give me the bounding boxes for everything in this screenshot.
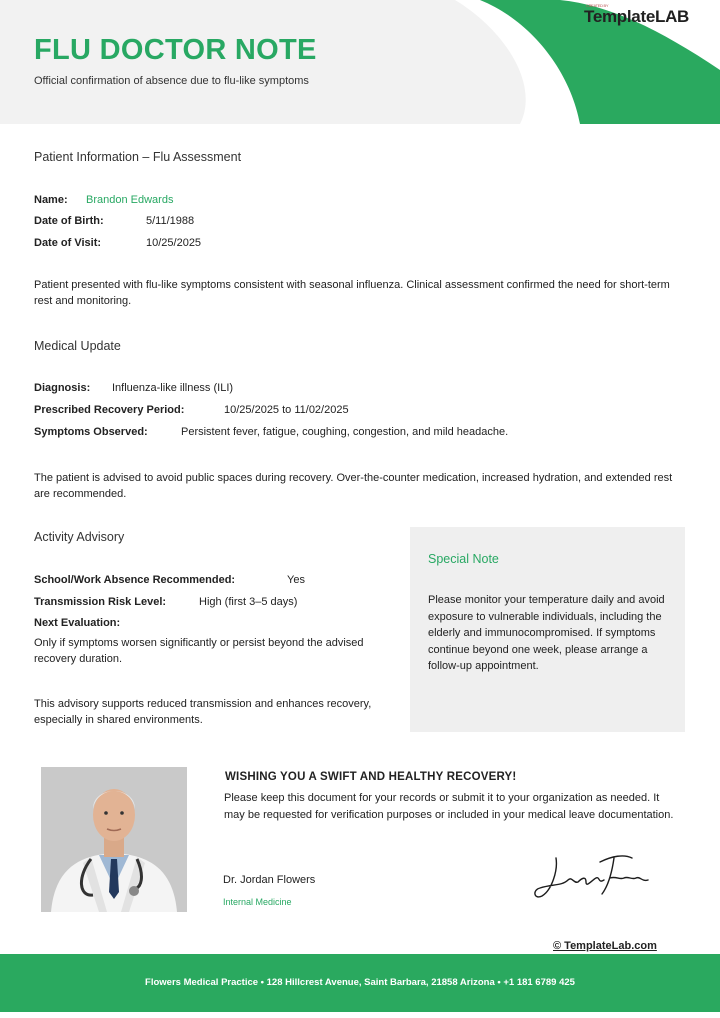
templatelab-logo[interactable] xyxy=(584,3,690,27)
doctor-photo xyxy=(41,767,187,912)
special-note-title: Special Note xyxy=(428,552,499,566)
risk-value: High (first 3–5 days) xyxy=(199,596,298,608)
footer-contact-text: Flowers Medical Practice • 128 Hillcrest Avenue, Saint Barbara, 21858 Arizona • +1 181 6789 425 xyxy=(145,977,575,988)
header xyxy=(0,0,720,124)
medical-update-heading: Medical Update xyxy=(34,339,121,353)
diagnosis-label: Diagnosis: xyxy=(34,382,91,394)
logo-tagline: CREATED BY xyxy=(586,3,609,8)
patient-paragraph: Patient presented with flu-like symptoms consistent with seasonal influenza. Clinical assessment confirmed the need for short-term rest and monitoring. xyxy=(34,279,670,307)
special-note-box xyxy=(410,527,685,732)
absence-value: Yes xyxy=(287,574,305,586)
risk-label: Transmission Risk Level: xyxy=(34,596,167,608)
visit-value: 10/25/2025 xyxy=(146,237,202,249)
next-evaluation-label: Next Evaluation: xyxy=(34,617,121,629)
diagnosis-value: Influenza-like illness (ILI) xyxy=(112,382,234,394)
next-evaluation-value: Only if symptoms worsen significantly or persist beyond the advised recovery duration. xyxy=(34,637,364,665)
dob-label: Date of Birth: xyxy=(34,215,104,227)
activity-advisory-heading: Activity Advisory xyxy=(34,530,125,544)
doctor-portrait-image xyxy=(41,767,187,912)
doctor-specialty: Internal Medicine xyxy=(223,897,292,907)
page-subtitle: Official confirmation of absence due to flu-like symptoms xyxy=(34,75,309,87)
footer xyxy=(0,954,720,1012)
closing-text: Please keep this document for your records or submit it to your organization as needed. It may be requested for verification purposes or included in your medical leave documentation. xyxy=(224,792,674,821)
closing-title: WISHING YOU A SWIFT AND HEALTHY RECOVERY! xyxy=(225,771,517,783)
symptoms-value: Persistent fever, fatigue, coughing, congestion, and mild headache. xyxy=(181,426,509,438)
symptoms-label: Symptoms Observed: xyxy=(34,426,148,438)
special-note-text: Please monitor your temperature daily and avoid exposure to vulnerable individuals, including the elderly and immunocompromised. If symptoms continue beyond one week, please arrange a follow-up appointment. xyxy=(428,594,665,672)
dob-value: 5/11/1988 xyxy=(146,215,195,227)
visit-label: Date of Visit: xyxy=(34,237,102,249)
recovery-period-label: Prescribed Recovery Period: xyxy=(34,404,185,416)
page-title: FLU DOCTOR NOTE xyxy=(34,34,317,66)
doctor-name: Dr. Jordan Flowers xyxy=(223,874,316,886)
name-value: Brandon Edwards xyxy=(86,194,174,206)
logo-text-main: Template xyxy=(584,7,655,26)
logo-text-lab: LAB xyxy=(654,7,690,26)
templatelab-copyright-link[interactable]: © TemplateLab.com xyxy=(553,940,657,952)
doctor-signature xyxy=(528,850,658,910)
recovery-period-value: 10/25/2025 to 11/02/2025 xyxy=(224,404,349,416)
name-label: Name: xyxy=(34,194,68,206)
medical-paragraph: The patient is advised to avoid public spaces during recovery. Over-the-counter medication, increased hydration, and extended rest are recommended. xyxy=(34,472,673,500)
absence-label: School/Work Absence Recommended: xyxy=(34,574,236,586)
patient-info-heading: Patient Information – Flu Assessment xyxy=(34,150,242,164)
activity-paragraph: This advisory supports reduced transmission and enhances recovery, especially in shared environments. xyxy=(34,698,372,726)
